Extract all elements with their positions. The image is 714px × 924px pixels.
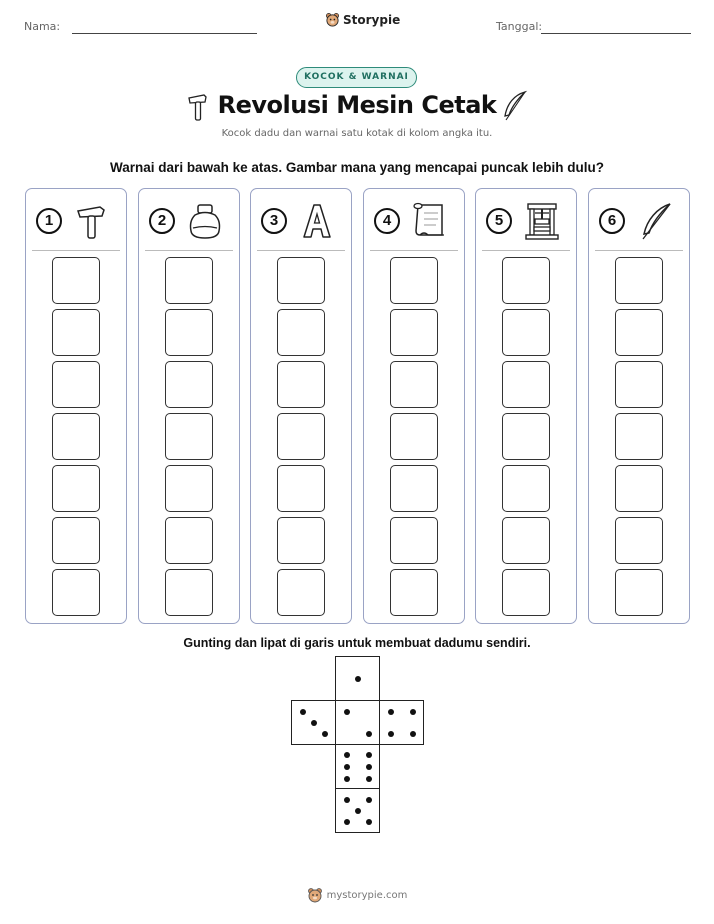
color-cell[interactable]: [277, 413, 325, 460]
color-cell[interactable]: [502, 361, 550, 408]
color-cell[interactable]: [277, 361, 325, 408]
color-cell[interactable]: [52, 361, 100, 408]
color-cell[interactable]: [390, 257, 438, 304]
color-cell[interactable]: [52, 465, 100, 512]
column-divider: [482, 250, 570, 251]
dice-pip: [355, 676, 361, 682]
color-cell[interactable]: [502, 257, 550, 304]
dice-face-6: [335, 744, 380, 789]
color-cell[interactable]: [52, 309, 100, 356]
dice-pip: [344, 764, 350, 770]
column-2: [138, 188, 240, 624]
column-number: 3: [261, 208, 287, 234]
color-cell[interactable]: [390, 569, 438, 616]
dice-pip: [366, 776, 372, 782]
bear-mascot-icon: [307, 887, 323, 903]
color-cell[interactable]: [502, 569, 550, 616]
column-divider: [370, 250, 458, 251]
dice-pip: [344, 819, 350, 825]
dice-pip: [344, 709, 350, 715]
color-cell[interactable]: [615, 361, 663, 408]
color-cell[interactable]: [277, 465, 325, 512]
color-cell[interactable]: [52, 257, 100, 304]
column-header: [26, 201, 126, 241]
dice-face-2: [335, 700, 380, 745]
color-cell[interactable]: [277, 257, 325, 304]
dice-pip: [322, 731, 328, 737]
dice-pip: [366, 752, 372, 758]
dice-face-1: [335, 656, 380, 701]
column-number: 4: [374, 208, 400, 234]
bear-mascot-icon: [325, 12, 340, 27]
column-5: [475, 188, 577, 624]
color-cell[interactable]: [390, 517, 438, 564]
quill-icon: [500, 90, 528, 124]
dice-face-3: [291, 700, 336, 745]
dice-pip: [366, 797, 372, 803]
printing-press-icon: [522, 201, 562, 241]
column-1: [25, 188, 127, 624]
column-header: [589, 201, 689, 241]
color-cell[interactable]: [390, 413, 438, 460]
cut-instruction: Gunting dan lipat di garis untuk membuat dadumu sendiri.: [183, 636, 531, 650]
color-cell[interactable]: [165, 361, 213, 408]
column-divider: [32, 250, 120, 251]
dice-face-5: [335, 788, 380, 833]
storypie-logo: [325, 12, 400, 27]
color-cell[interactable]: [165, 569, 213, 616]
name-label: Nama:: [24, 20, 61, 33]
dice-pip: [388, 731, 394, 737]
dice-pip: [366, 819, 372, 825]
color-cell[interactable]: [615, 413, 663, 460]
column-number: 1: [36, 208, 62, 234]
color-cell[interactable]: [165, 257, 213, 304]
ink-bottle-icon: [185, 201, 225, 241]
color-cell[interactable]: [615, 569, 663, 616]
coloring-instruction: Warnai dari bawah ke atas. Gambar mana yang mencapai puncak lebih dulu?: [110, 160, 604, 175]
column-divider: [145, 250, 233, 251]
date-label: Tanggal:: [496, 20, 543, 33]
color-cell[interactable]: [390, 361, 438, 408]
color-cell[interactable]: [615, 309, 663, 356]
color-cell[interactable]: [502, 465, 550, 512]
column-number: 2: [149, 208, 175, 234]
dice-pip: [366, 764, 372, 770]
column-6: [588, 188, 690, 624]
scroll-icon: [410, 201, 450, 241]
page-title: Revolusi Mesin Cetak: [217, 91, 497, 119]
dice-face-4: [379, 700, 424, 745]
column-header: [476, 201, 576, 241]
column-header: [364, 201, 464, 241]
dice-pip: [410, 709, 416, 715]
dice-pip: [355, 808, 361, 814]
column-header: [139, 201, 239, 241]
column-number: 5: [486, 208, 512, 234]
color-cell[interactable]: [390, 309, 438, 356]
quill-icon: [635, 201, 675, 241]
color-cell[interactable]: [52, 569, 100, 616]
column-header: [251, 201, 351, 241]
name-line[interactable]: [72, 33, 257, 34]
color-cell[interactable]: [165, 309, 213, 356]
dice-pip: [344, 776, 350, 782]
color-cell[interactable]: [615, 465, 663, 512]
brand-name: Storypie: [343, 12, 401, 27]
dice-pip: [366, 731, 372, 737]
column-divider: [257, 250, 345, 251]
column-3: [250, 188, 352, 624]
color-cell[interactable]: [165, 465, 213, 512]
color-cell[interactable]: [52, 413, 100, 460]
color-cell[interactable]: [390, 465, 438, 512]
dice-pip: [410, 731, 416, 737]
dice-pip: [388, 709, 394, 715]
color-cell[interactable]: [277, 517, 325, 564]
footer: [0, 887, 714, 903]
letter-a-type-icon: [297, 201, 337, 241]
color-cell[interactable]: [165, 413, 213, 460]
dice-pip: [300, 709, 306, 715]
footer-site: mystorypie.com: [326, 889, 408, 901]
color-cell[interactable]: [165, 517, 213, 564]
hammer-icon: [72, 201, 112, 241]
column-divider: [595, 250, 683, 251]
color-cell[interactable]: [502, 517, 550, 564]
date-line[interactable]: [541, 33, 691, 34]
column-4: [363, 188, 465, 624]
color-cell[interactable]: [277, 569, 325, 616]
color-cell[interactable]: [502, 413, 550, 460]
color-cell[interactable]: [52, 517, 100, 564]
page-subtitle: Kocok dadu dan warnai satu kotak di kolom angka itu.: [221, 128, 493, 139]
column-number: 6: [599, 208, 625, 234]
activity-tag: KOCOK & WARNAI: [296, 67, 417, 88]
color-cell[interactable]: [277, 309, 325, 356]
dice-pip: [344, 797, 350, 803]
color-cell[interactable]: [615, 517, 663, 564]
dice-pip: [344, 752, 350, 758]
dice-pip: [311, 720, 317, 726]
color-cell[interactable]: [502, 309, 550, 356]
color-cell[interactable]: [615, 257, 663, 304]
